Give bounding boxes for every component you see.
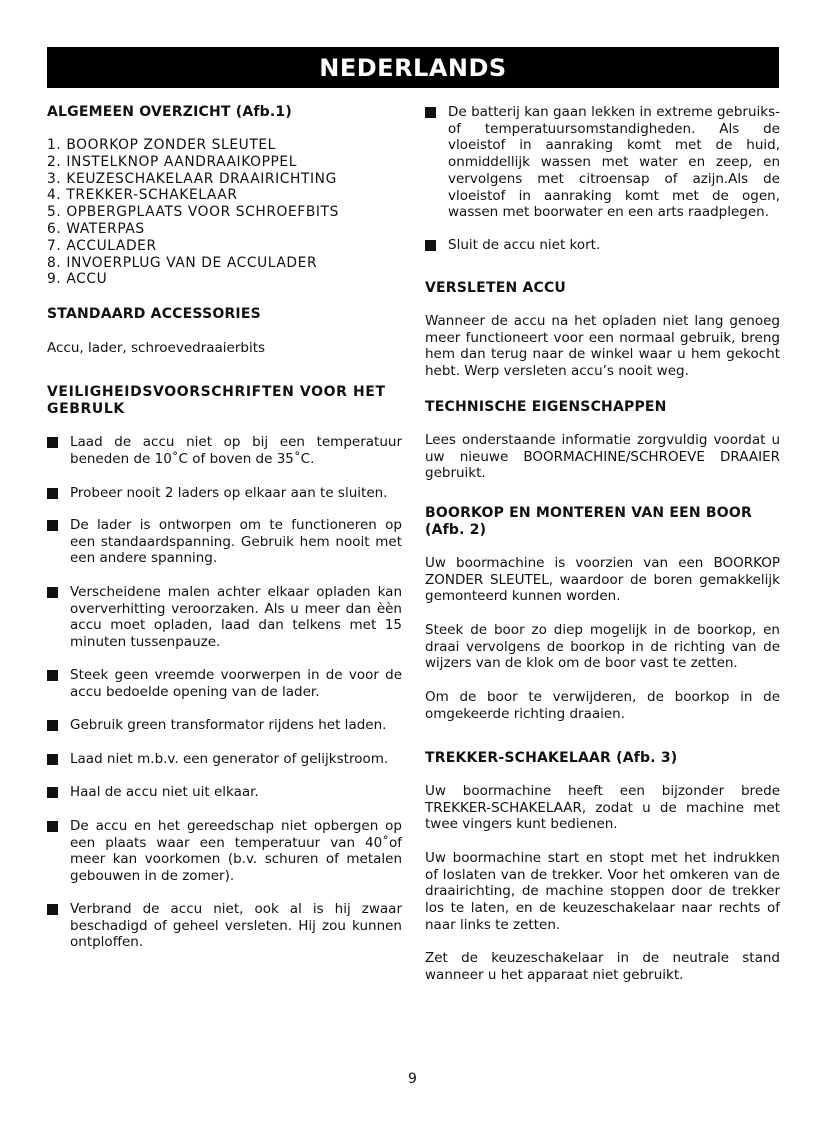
chuck-paragraph: Om de boor te verwijderen, de boorkop in de omgekeerde richting draaien.: [425, 689, 780, 722]
chuck-paragraph: Uw boormachine is voorzien van een BOORKOP ZONDER SLEUTEL, waardoor de boren gemakkelijk gemonteerd kunnen worden.: [425, 555, 780, 605]
parts-list-item: 2. INSTELKNOP AANDRAAIKOPPEL: [47, 153, 298, 170]
parts-list: [47, 137, 402, 288]
trigger-heading: TREKKER-SCHAKELAAR (Afb. 3): [425, 750, 678, 766]
bullet-square-icon: [47, 904, 58, 915]
safety-item: De lader is ontworpen om te functioneren op een standaardspanning. Gebruik hem nooit met een andere spanning.: [47, 517, 402, 567]
trigger-paragraph: Zet de keuzeschakelaar in de neutrale stand wanneer u het apparaat niet gebruikt.: [425, 950, 780, 983]
bullet-square-icon: [47, 754, 58, 765]
overview-heading: ALGEMEEN OVERZICHT (Afb.1): [47, 104, 292, 120]
bullet-square-icon: [47, 437, 58, 448]
safety-item: Haal de accu niet uit elkaar.: [47, 784, 402, 801]
safety-item: Steek geen vreemde voorwerpen in de voor de accu bedoelde opening van de lader.: [47, 667, 402, 700]
parts-list-item: 9. ACCU: [47, 271, 108, 288]
chuck-paragraph: Steek de boor zo diep mogelijk in de boorkop, en draai vervolgens de boorkop in de richting van de wijzers van de klok om de boor vast te zetten.: [425, 622, 780, 672]
accessories-heading: STANDAARD ACCESSORIES: [47, 306, 261, 322]
bullet-square-icon: [47, 488, 58, 499]
parts-list-item: 1. BOORKOP ZONDER SLEUTEL: [47, 137, 276, 153]
bullet-square-icon: [47, 787, 58, 798]
parts-list-item: 5. OPBERGPLAATS VOOR SCHROEFBITS: [47, 204, 339, 221]
safety-item: Verbrand de accu niet, ook al is hij zwaar beschadigd of geheel versleten. Hij zou kunnen ontploffen.: [47, 901, 402, 951]
bullet-square-icon: [425, 240, 436, 251]
safety-item: Laad de accu niet op bij een temperatuur beneden de 10˚C of boven de 35˚C.: [47, 434, 402, 467]
safety-item: De batterij kan gaan lekken in extreme gebruiks-of temperatuursomstandigheden. Als de vloeistof in aanraking komt met de huid, onmiddellijk wassen met water en zeep, en vervolgens met citroensap of azijn.Als de vloeistof in aanraking komt met de ogen, wassen met boorwater en een arts raadplegen.: [425, 104, 780, 221]
safety-item: Sluit de accu niet kort.: [425, 237, 780, 254]
worn-battery-heading: VERSLETEN ACCU: [425, 280, 567, 296]
safety-item: Probeer nooit 2 laders op elkaar aan te sluiten.: [47, 485, 402, 502]
worn-battery-text: Wanneer de accu na het opladen niet lang genoeg meer functioneert voor een normaal gebruik, breng hem dan terug naar de winkel waar u hem gekocht hebt. Werp versleten accu’s nooit weg.: [425, 313, 780, 380]
bullet-square-icon: [47, 720, 58, 731]
safety-item: Gebruik green transformator rijdens het laden.: [47, 717, 402, 734]
language-banner: [47, 47, 779, 88]
technical-heading: TECHNISCHE EIGENSCHAPPEN: [425, 399, 667, 415]
trigger-paragraph: Uw boormachine heeft een bijzonder brede TREKKER-SCHAKELAAR, zodat u de machine met twee vingers kunt bedienen.: [425, 783, 780, 833]
technical-text: Lees onderstaande informatie zorgvuldig voordat u uw nieuwe BOORMACHINE/SCHROEVE DRAAIER gebruikt.: [425, 432, 780, 482]
safety-item: Laad niet m.b.v. een generator of gelijkstroom.: [47, 751, 402, 768]
parts-list-item: 4. TREKKER-SCHAKELAAR: [47, 187, 238, 204]
accessories-text: Accu, lader, schroevedraaierbits: [47, 340, 266, 356]
parts-list-item: 8. INVOERPLUG VAN DE ACCULADER: [47, 254, 318, 271]
page-number: 9: [408, 1071, 417, 1087]
parts-list-item: 7. ACCULADER: [47, 237, 157, 254]
safety-item: Verscheidene malen achter elkaar opladen kan oververhitting veroorzaken. Als u meer dan èèn accu moet opladen, laad dan telkens met 15 minuten tussenpauze.: [47, 584, 402, 651]
bullet-square-icon: [47, 670, 58, 681]
bullet-square-icon: [47, 587, 58, 598]
safety-heading: VEILIGHEIDSVOORSCHRIFTEN VOOR HET GEBRULK: [47, 384, 386, 417]
language-title: NEDERLANDS: [319, 53, 507, 82]
chuck-heading: BOORKOP EN MONTEREN VAN EEN BOOR (Afb. 2): [425, 505, 752, 538]
bullet-square-icon: [425, 107, 436, 118]
parts-list-item: 6. WATERPAS: [47, 220, 145, 237]
trigger-paragraph: Uw boormachine start en stopt met het indrukken of loslaten van de trekker. Voor het omkeren van de draairichting, de machine stoppen door de trekker los te laten, en de keuzeschakelaar naar rechts of naar links te zetten.: [425, 850, 780, 933]
parts-list-item: 3. KEUZESCHAKELAAR DRAAIRICHTING: [47, 170, 337, 187]
bullet-square-icon: [47, 821, 58, 832]
bullet-square-icon: [47, 520, 58, 531]
safety-item: De accu en het gereedschap niet opbergen op een plaats waar een temperatuur van 40˚of meer kan voorkomen (b.v. schuren of metalen gebouwen in de zomer).: [47, 818, 402, 885]
